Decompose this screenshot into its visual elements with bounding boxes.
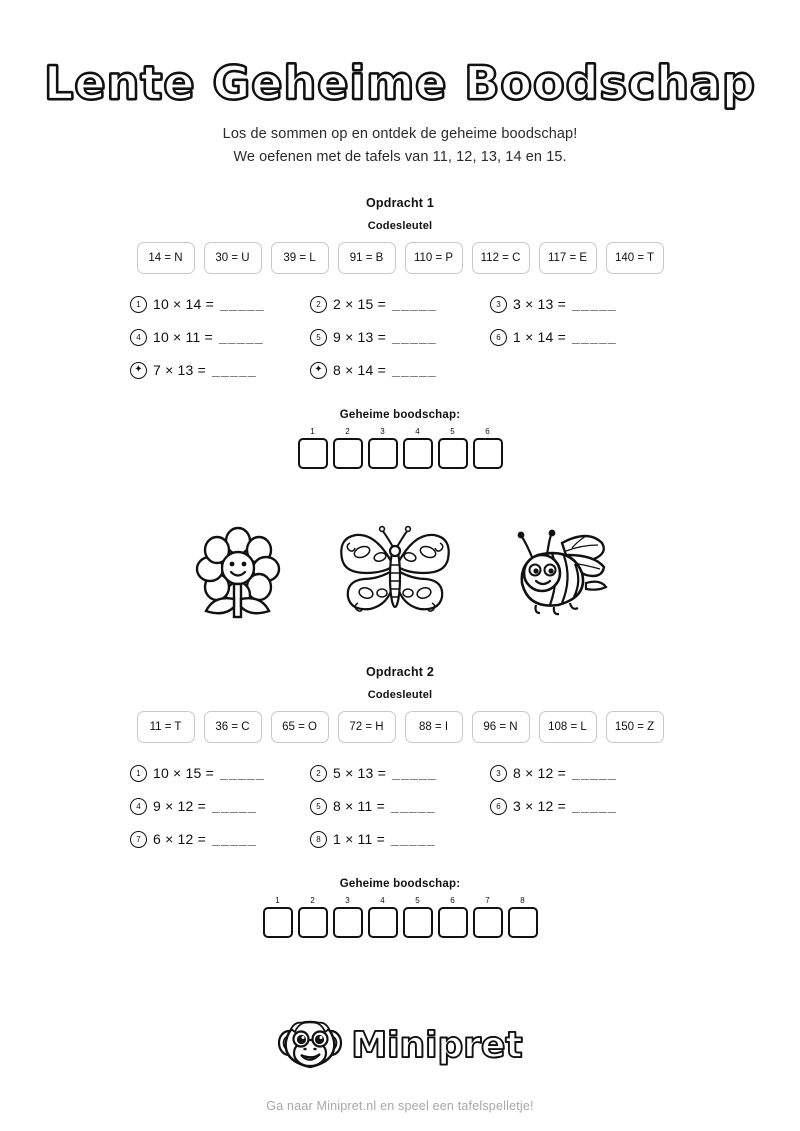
problem-number: 3 [490,765,507,782]
secret-cell [473,428,503,469]
butterfly-illustration [336,521,454,621]
secret-index: 3 [345,895,350,905]
exercise-2-section [0,665,800,938]
problem-expression: 5 × 13 = [333,765,386,782]
secret-message-boxes [0,428,800,469]
problem-number: 5 [310,329,327,346]
secret-cell [298,428,328,469]
secret-index: 6 [450,895,455,905]
secret-index: 4 [380,895,385,905]
answer-blank[interactable]: _____ [211,798,257,815]
problem-number: 3 [490,296,507,313]
answer-blank[interactable]: _____ [219,765,265,782]
secret-answer-box[interactable] [298,907,328,938]
secret-index: 1 [310,426,315,436]
secret-index: 2 [345,426,350,436]
code-chip: 96 = N [472,711,530,743]
problem-item [130,296,310,313]
exercise-1-codekey-label: Codesleutel [367,219,433,232]
problem-number: 4 [130,798,147,815]
code-chip: 72 = H [338,711,396,743]
problem-item [310,798,490,815]
answer-blank[interactable]: _____ [391,296,437,313]
secret-cell [298,897,328,938]
answer-blank[interactable]: _____ [390,798,436,815]
problem-expression: 6 × 12 = [153,831,206,848]
bonus-star-icon: ✦ [310,362,327,379]
problem-number: 1 [130,296,147,313]
secret-answer-box[interactable] [333,907,363,938]
problem-expression: 8 × 12 = [513,765,566,782]
answer-blank[interactable]: _____ [391,329,437,346]
subtitle-area [0,123,800,170]
secret-answer-box[interactable] [438,907,468,938]
spring-illustrations [0,521,800,621]
secret-index: 4 [415,426,420,436]
problem-expression: 9 × 12 = [153,798,206,815]
problem-expression: 10 × 15 = [153,765,214,782]
answer-blank[interactable]: _____ [219,296,265,313]
secret-answer-box[interactable] [368,438,398,469]
footer-note: Ga naar Minipret.nl en speel een tafelspelletje! [266,1099,534,1113]
answer-blank[interactable]: _____ [211,362,257,379]
problem-number: 2 [310,296,327,313]
secret-message-boxes [0,897,800,938]
code-chip: 108 = L [539,711,597,743]
problem-item [310,831,490,848]
subtitle-line-1: Los de sommen op en ontdek de geheime boodschap! [222,125,578,142]
subtitle-line-2: We oefenen met de tafels van 11, 12, 13, 14 en 15. [233,149,567,166]
problem-item [490,329,670,346]
secret-cell [438,428,468,469]
exercise-2-codekey [0,711,800,743]
bonus-star-icon: ✦ [130,362,147,379]
code-chip: 112 = C [472,242,530,274]
exercise-1-title: Opdracht 1 [366,195,434,210]
problem-item [130,798,310,815]
flower-illustration [188,521,288,621]
problem-number: 7 [130,831,147,848]
problem-number: 1 [130,765,147,782]
exercise-2-title: Opdracht 2 [366,664,434,679]
problem-number: 5 [310,798,327,815]
secret-answer-box[interactable] [333,438,363,469]
brand-name: Minipret [351,1024,523,1066]
problem-expression: 9 × 13 = [333,329,386,346]
exercise-2-problems [130,765,670,848]
monkey-logo-icon [277,1017,343,1073]
secret-cell [473,897,503,938]
problem-number: 6 [490,329,507,346]
answer-blank[interactable]: _____ [571,329,617,346]
secret-message-label: Geheime boodschap: [339,408,461,421]
code-chip: 140 = T [606,242,664,274]
answer-blank[interactable]: _____ [391,765,437,782]
secret-index: 5 [450,426,455,436]
problem-item [490,296,670,313]
code-chip: 150 = Z [606,711,664,743]
problem-expression: 1 × 14 = [513,329,566,346]
secret-answer-box[interactable] [298,438,328,469]
answer-blank[interactable]: _____ [571,296,617,313]
problem-item [310,329,490,346]
problem-expression: 8 × 11 = [333,798,385,815]
secret-answer-box[interactable] [473,438,503,469]
problem-expression: 10 × 14 = [153,296,214,313]
secret-message-label: Geheime boodschap: [339,877,461,890]
code-chip: 65 = O [271,711,329,743]
secret-answer-box[interactable] [403,438,433,469]
problem-item [130,765,310,782]
problem-item-bonus [130,362,310,379]
problem-expression: 7 × 13 = [153,362,206,379]
answer-blank[interactable]: _____ [211,831,257,848]
bee-illustration [502,521,612,621]
problem-expression: 10 × 11 = [153,329,213,346]
brand-logo [0,1017,800,1073]
secret-index: 2 [310,895,315,905]
secret-index: 5 [415,895,420,905]
exercise-1-section [0,196,800,469]
secret-index: 6 [485,426,490,436]
problem-number: 8 [310,831,327,848]
page-footer [0,1017,800,1131]
answer-blank[interactable]: _____ [390,831,436,848]
code-chip: 14 = N [137,242,195,274]
problem-item [490,765,670,782]
problem-expression: 8 × 14 = [333,362,386,379]
problem-item [130,329,310,346]
exercise-1-problems [130,296,670,379]
secret-cell [368,428,398,469]
secret-answer-box[interactable] [438,438,468,469]
secret-answer-box[interactable] [473,907,503,938]
secret-cell [403,428,433,469]
secret-answer-box[interactable] [368,907,398,938]
code-chip: 11 = T [137,711,195,743]
exercise-2-codekey-label: Codesleutel [367,688,433,701]
code-chip: 36 = C [204,711,262,743]
problem-item [310,765,490,782]
secret-index: 8 [520,895,525,905]
secret-index: 7 [485,895,490,905]
title-area [0,0,800,109]
secret-answer-box[interactable] [403,907,433,938]
problem-number: 4 [130,329,147,346]
problem-item [130,831,310,848]
answer-blank[interactable]: _____ [571,798,617,815]
exercise-1-secret-message [0,409,800,469]
code-chip: 117 = E [539,242,597,274]
problem-item-bonus [310,362,490,379]
code-chip: 88 = I [405,711,463,743]
secret-index: 1 [275,895,280,905]
problem-number: 6 [490,798,507,815]
problem-expression: 3 × 13 = [513,296,566,313]
code-chip: 30 = U [204,242,262,274]
secret-cell [368,897,398,938]
secret-cell [333,428,363,469]
problem-expression: 2 × 15 = [333,296,386,313]
secret-cell [508,897,538,938]
code-chip: 39 = L [271,242,329,274]
answer-blank[interactable]: _____ [218,329,264,346]
secret-index: 3 [380,426,385,436]
problem-item [490,798,670,815]
secret-answer-box[interactable] [508,907,538,938]
answer-blank[interactable]: _____ [571,765,617,782]
secret-cell [403,897,433,938]
page-title: Lente Geheime Boodschap [44,56,756,110]
secret-cell [438,897,468,938]
problem-item [310,296,490,313]
answer-blank[interactable]: _____ [391,362,437,379]
code-chip: 91 = B [338,242,396,274]
problem-expression: 3 × 12 = [513,798,566,815]
secret-cell [263,897,293,938]
problem-expression: 1 × 11 = [333,831,385,848]
code-chip: 110 = P [405,242,463,274]
secret-answer-box[interactable] [263,907,293,938]
exercise-1-codekey [0,242,800,274]
exercise-2-secret-message [0,878,800,938]
problem-number: 2 [310,765,327,782]
secret-cell [333,897,363,938]
